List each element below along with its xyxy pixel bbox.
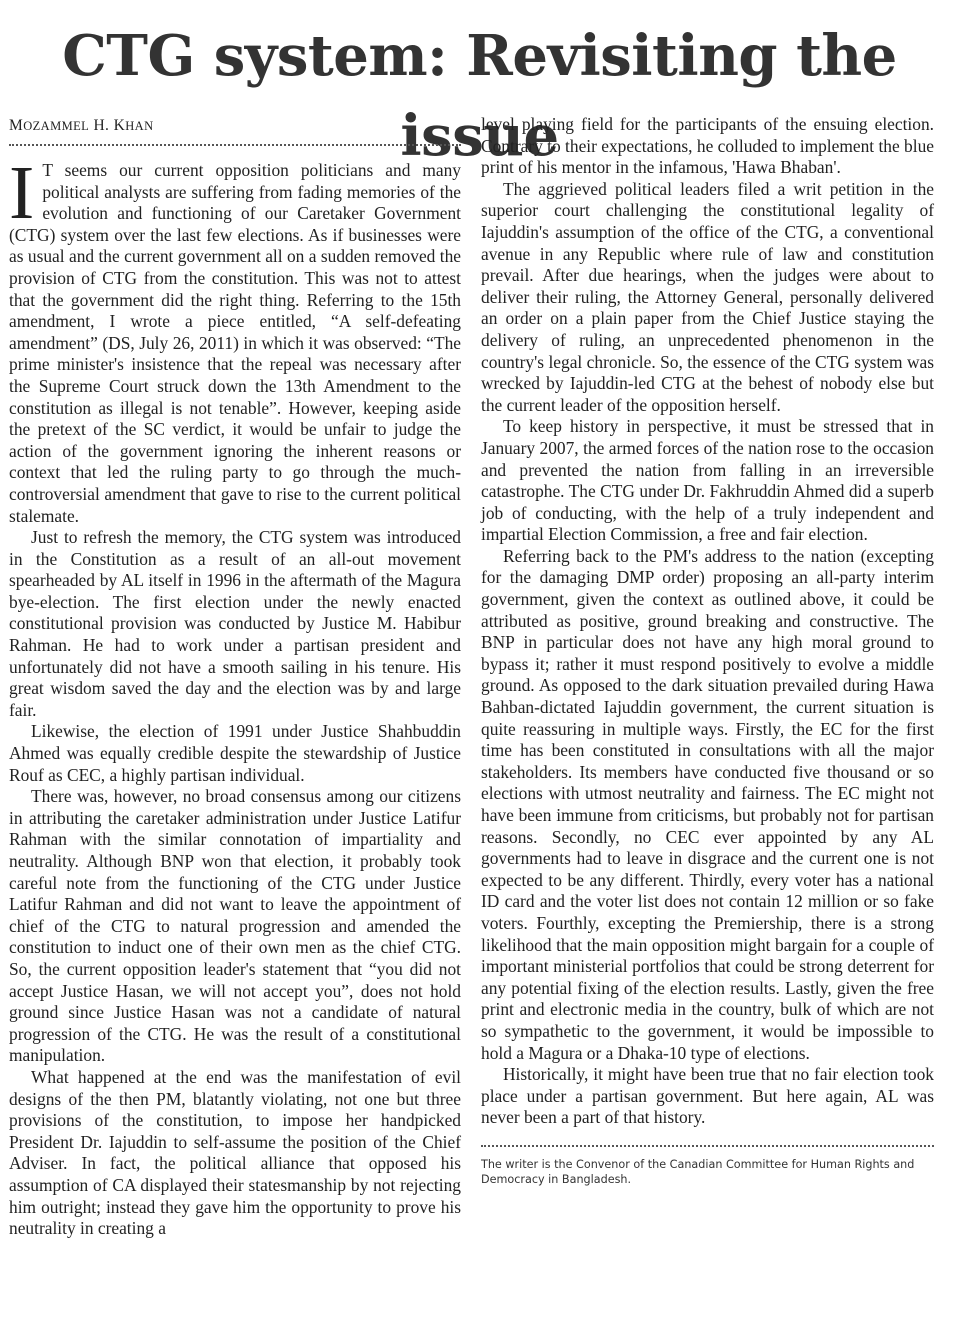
author-initial-m: M [9,117,24,134]
paragraph-6: level playing field for the participants of the ensuing election. Contrary to their expectations, he colluded to implement the blue print of his mentor in the infamous, 'Hawa Bhaban'. [481,114,934,178]
left-column [9,112,461,1240]
paragraph-10: Historically, it might have been true that no fair election took place under a partisan government. But here again, AL was never been a part of that history. [481,1064,934,1128]
author-footnote: The writer is the Convenor of the Canadian Committee for Human Rights and Democracy in Bangladesh. [481,1157,915,1186]
drop-cap: I [9,151,35,235]
byline-divider [9,144,461,146]
byline [9,114,461,138]
paragraph-7: The aggrieved political leaders filed a writ petition in the superior court challenging the constitutional legality of Iajuddin's assumption of the office of the CTG, a conventional avenue in any Republic where rule of law and constitution prevail. After due hearings, when the judges were about to deliver their ruling, the Attorney General, personally delivered an order on a plain paper from the Chief Justice staying the delivery of ruling, an unprecedented phenomenon in the country's legal chronicle. So, the essence of the CTG system was wrecked by Iajuddin-led CTG at the behest of nobody else but the current leader of the opposition herself. [481,178,934,415]
paragraph-3: Likewise, the election of 1991 under Justice Shahbuddin Ahmed was equally credible despite the stewardship of Justice Rouf as CEC, a highly partisan individual. [9,721,461,785]
paragraph-1 [9,151,461,527]
author-last-rest: HAN [125,119,154,133]
paragraph-2: Just to refresh the memory, the CTG system was introduced in the Constitution as a result of an all-out movement spearheaded by AL itself in 1996 in the aftermath of the Magura bye-election. The first election under the newly enacted constitutional provision was conducted by Justice M. Habibur Rahman. He had to work under a partisan president and unfortunately did not have a smooth sailing in his tenure. His great wisdom saved the day and the election was by and large fair. [9,527,461,720]
paragraph-9: Referring back to the PM's address to the nation (excepting for the damaging DMP order) proposing an all-party interim government, given the context as outlined above, it could be attributed as positive, ground breaking and constructive. The BNP in particular does not have any high moral ground to bypass it; rather it must respond positively to evolve a middle ground. As opposed to the dark situation prevailed during Hawa Bahban-dictated Iajuddin government, the current situation is quite reassuring in multiple ways. Firstly, the EC for the first time has been constituted in consultations with all the major stakeholders. Its members have conducted five thousand or so elections with utmost neutrality and fairness. The EC might not have been immune from criticisms, but probably not for partisan reasons. Secondly, no CEC ever appointed by any AL governments had to leave in disgrace and the current one is not expected to be any different. Thirdly, every voter has a national ID card and the voter list does not contain 12 million or so fake voters. Fourthly, excepting the Premiership, there is a strong likelihood that the main opposition might bargain for a couple of important ministerial portfolios that could be strong deterrent for any potential fixing of the election results. Lastly, given the free print and electronic media in the country, bulk of which are not so sympathetic to the government, it would be impossible to hold a Magura or a Dhaka-10 type of elections. [481,545,934,1063]
headline: CTG system: Revisiting the issue [62,23,897,169]
author-initial-k: K [113,117,126,134]
paragraph-4: There was, however, no broad consensus among our citizens in attributing the caretaker administration under Justice Latifur Rahman with the similar connotation of impartiality and neutrality. Although BNP won that election, it probably took careful note from the functioning of the CTG under Justice Latifur Rahman and did not want to leave the appointment of chief of the CTG to natural progression and amended the constitution to induct one of their own men as the chief CTG. So, the current opposition leader's statement that “you did not accept Justice Hasan, we will not accept you”, does not hold ground since Justice Hasan was not a candidate of natural progression of the CTG. He was the result of a constitutional manipulation. [9,786,461,1066]
paragraph-5: What happened at the end was the manifestation of evil designs of the then PM, blatantly violating, not one but three provisions of the constitution, to impose her handpicked President Dr. Iajuddin to self-assume the position of the Chief Adviser. In fact, the political alliance that opposed his assumption of CA displayed their statesmanship by not rejecting him outright; instead they gave him the opportunity to prove his neutrality in creating a [9,1066,461,1239]
footnote-divider [481,1145,934,1147]
paragraph-1-text: T seems our current opposition politicians and many political analysts are suffering from fading memories of the evolution and functioning of our Caretaker Government (CTG) system over the last few elections. As if businesses were as usual and the current government all on a sudden removed the provision of CTG from the constitution. This was not to attest that the government did the right thing. Referring to the 15th amendment, I wrote a piece entitled, “A self-defeating amendment” (DS, July 26, 2011) in which it was observed: “The prime minister's insistence that the repeal was necessary after the Supreme Court struck down the 13th Amendment to the constitution as illegal is not tenable”. However, keeping aside the pretext of the SC verdict, it would be unfair to judge the action of the government ignoring the inherent reasons or context that led the ruling party to go through the much-controversial amendment that gave to rise to the current political stalemate. [9,160,461,526]
author-first-rest: OZAMMEL [23,119,90,133]
author-middle: H. [93,117,110,134]
paragraph-8: To keep history in perspective, it must be stressed that in January 2007, the armed forces of the nation rose to the occasion and prevented the nation from falling in an irreversible catastrophe. The CTG under Dr. Fakhruddin Ahmed did a superb job of conducting, with the help of a truly independent and impartial Election Commission, a free and fair election. [481,416,934,545]
right-column [481,114,934,1187]
